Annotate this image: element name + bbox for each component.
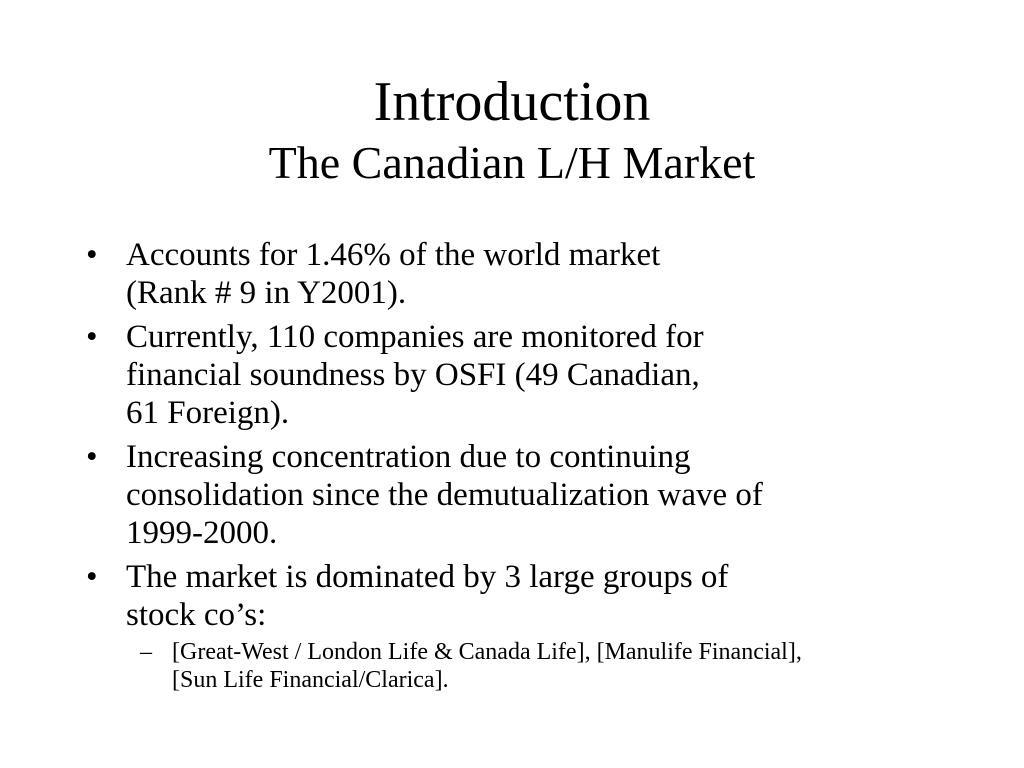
slide-title: Introduction [373,71,651,133]
bullet-marker: • [86,439,98,475]
bullet-text-line: The market is dominated by 3 large groups of [126,559,729,595]
bullet-marker: • [86,559,98,595]
bullet-text-line: 1999-2000. [126,515,278,551]
bullet-text-line: Currently, 110 companies are monitored for [126,319,704,355]
slide-subtitle: The Canadian L/H Market [268,137,756,188]
title-block [0,68,1024,190]
bullet-marker: • [86,237,98,273]
bullet-marker: • [86,319,98,355]
bullet-text-line: (Rank # 9 in Y2001). [126,275,407,311]
bullet-text-line: Accounts for 1.46% of the world market [126,237,661,273]
bullet-item [86,236,926,312]
sub-bullet-marker: – [140,639,152,665]
bullet-text-line: consolidation since the demutualization wave of [126,477,763,513]
sub-bullet-item [126,638,926,694]
sub-bullet-text-line: [Great-West / London Life & Canada Life], [Manulife Financial], [172,639,802,665]
bullet-text-line: stock co’s: [126,597,267,633]
bullet-item [86,318,926,432]
bullet-item [86,558,926,694]
bullet-list [86,236,926,700]
bullet-item [86,438,926,552]
bullet-text-line: financial soundness by OSFI (49 Canadian, [126,357,700,393]
bullet-text-line: 61 Foreign). [126,395,290,431]
sub-bullet-list [126,638,926,694]
bullet-text-line: Increasing concentration due to continuing [126,439,691,475]
sub-bullet-text-line: [Sun Life Financial/Clarica]. [172,667,449,693]
